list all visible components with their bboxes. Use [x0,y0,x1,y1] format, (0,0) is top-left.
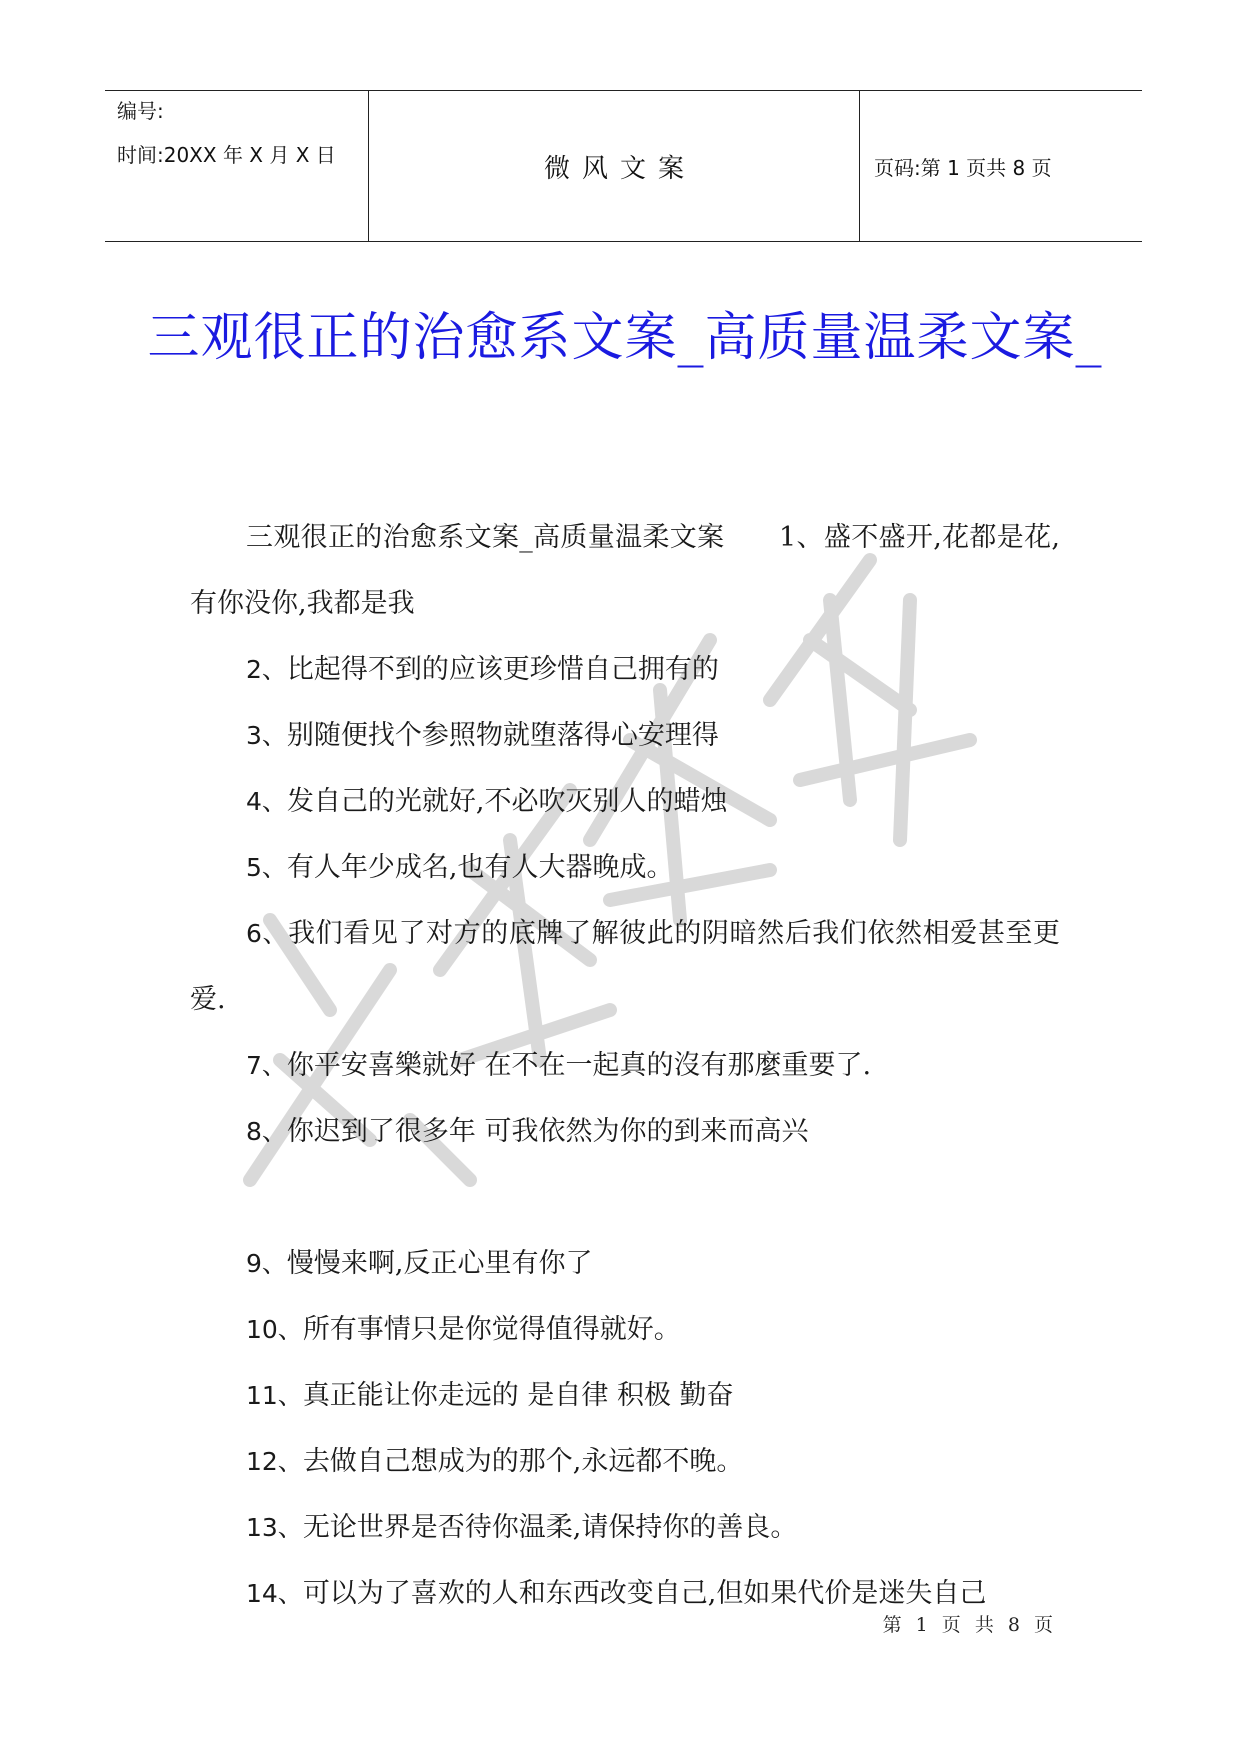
blank-line [190,1165,1060,1231]
document-title: 三观很正的治愈系文案_高质量温柔文案_ [147,308,1103,368]
header-left-cell [105,91,369,241]
list-item: 6、我们看见了对方的底牌了解彼此的阴暗然后我们依然相爱甚至更爱. [190,918,1061,1015]
header-right-cell [860,91,1142,241]
document-body [190,505,1060,1627]
list-item: 14、可以为了喜欢的人和东西改变自己,但如果代价是迷失自己 [246,1578,987,1609]
list-item: 11、真正能让你走远的 是自律 积极 勤奋 [246,1380,734,1411]
list-item: 5、有人年少成名,也有人大器晚成。 [246,852,674,883]
document-header [105,90,1142,242]
list-item: 9、慢慢来啊,反正心里有你了 [246,1248,593,1279]
header-page-number: 页码:第 1 页共 8 页 [874,155,1052,180]
paragraph-intro: 三观很正的治愈系文案_高质量温柔文案 1、盛不盛开,花都是花,有你没你,我都是我 [190,522,1060,619]
list-item: 13、无论世界是否待你温柔,请保持你的善良。 [246,1512,798,1543]
list-item: 8、你迟到了很多年 可我依然为你的到来而高兴 [246,1116,809,1147]
list-item: 12、去做自己想成为的那个,永远都不晚。 [246,1446,744,1477]
document-time-label: 时间:20XX 年 X 月 X 日 [117,143,336,167]
header-brand: 微风文案 [543,153,696,184]
list-item: 3、别随便找个参照物就堕落得心安理得 [246,720,719,751]
header-center-cell [369,91,860,241]
list-item: 7、你平安喜樂就好 在不在一起真的沒有那麼重要了. [246,1050,872,1081]
page-footer: 第 1 页 共 8 页 [882,1614,1057,1636]
list-item: 4、发自己的光就好,不必吹灭别人的蜡烛 [246,786,728,817]
list-item: 2、比起得不到的应该更珍惜自己拥有的 [246,654,719,685]
list-item: 10、所有事情只是你觉得值得就好。 [246,1314,681,1345]
document-number-label: 编号: [117,99,164,123]
